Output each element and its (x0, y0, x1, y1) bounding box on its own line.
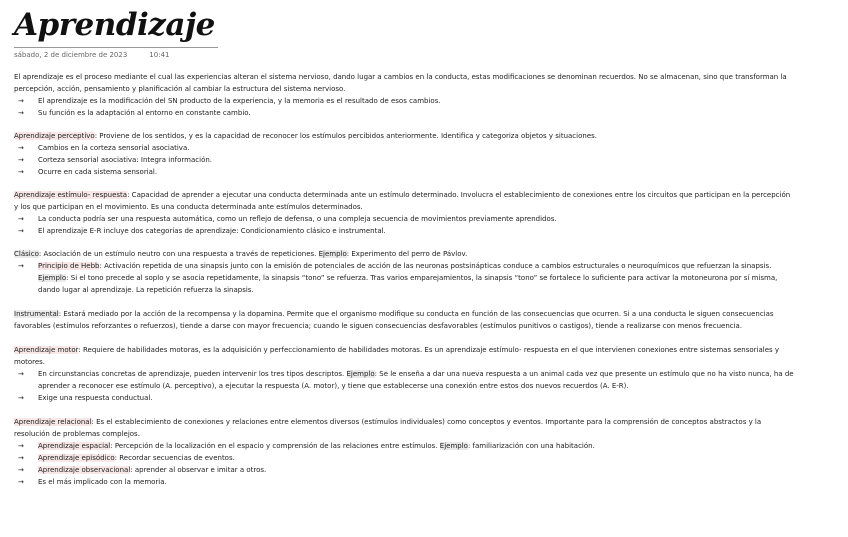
example-label: Ejemplo (38, 274, 67, 282)
intro-paragraph: El aprendizaje es el proceso mediante el cual las experiencias alteran el sistema nervioso, dando lugar a cambios en la conducta, estas modificaciones se denominan recuerdos. No se almacenan, sino que transforman la percepción, acción, pensamiento y planificación al cambiar la estructura del sistema nervioso. (14, 73, 787, 93)
highlighted-term: Aprendizaje relacional (14, 418, 92, 426)
note-time: 10:41 (149, 51, 170, 59)
highlighted-term: Principio de Hebb (38, 262, 100, 270)
list-item: → El aprendizaje es la modificación del SN producto de la experiencia, y la memoria es el resultado de esos cambios. (18, 97, 441, 105)
example-label: Ejemplo (439, 442, 468, 450)
arrow-icon: → (18, 215, 24, 223)
perceptivo-paragraph: Aprendizaje perceptivo: Proviene de los sentidos, y es la capacidad de reconocer los estímulos percibidos anteriormente. Identifica y categoriza objetos y situaciones. (14, 132, 597, 140)
highlighted-term: Instrumental (14, 310, 59, 318)
arrow-icon: → (18, 168, 24, 176)
arrow-icon: → (18, 227, 24, 235)
note-body[interactable] (14, 71, 796, 488)
highlighted-term: Aprendizaje espacial (38, 442, 111, 450)
arrow-icon: → (18, 109, 24, 117)
note-timestamp (14, 51, 169, 59)
highlighted-term: Aprendizaje estímulo- respuesta (14, 191, 128, 199)
list-item: → Exige una respuesta conductual. (18, 394, 153, 402)
arrow-icon: → (18, 442, 24, 450)
title-divider (14, 47, 218, 48)
list-item: → Es el más implicado con la memoria. (18, 478, 167, 486)
highlighted-term: Clásico (14, 250, 39, 258)
list-item: → Aprendizaje observacional: aprender al observar e imitar a otros. (18, 466, 267, 474)
list-item: → La conducta podría ser una respuesta automática, como un reflejo de defensa, o una compleja secuencia de movimientos previamente aprendidos. (18, 215, 557, 223)
arrow-icon: → (18, 394, 24, 402)
highlighted-term: Aprendizaje observacional (38, 466, 131, 474)
highlighted-term: Aprendizaje motor (14, 346, 79, 354)
highlighted-term: Aprendizaje perceptivo (14, 132, 95, 140)
arrow-icon: → (18, 97, 24, 105)
relacional-paragraph: Aprendizaje relacional: Es el establecimiento de conexiones y relaciones entre elementos diversos (estímulos individuales) como conceptos y eventos. Importante para la comprensión de conceptos abstractos y la resolución de problemas complejos. (14, 418, 762, 438)
note-date: sábado, 2 de diciembre de 2023 (14, 51, 128, 59)
arrow-icon: → (18, 466, 24, 474)
motor-paragraph: Aprendizaje motor: Requiere de habilidades motoras, es la adquisición y perfeccionamiento de habilidades motoras. Es un aprendizaje estímulo- respuesta en el que intervienen conexiones entre sistemas sensoriales y motores. (14, 346, 780, 366)
list-item: → Aprendizaje episódico: Recordar secuencias de eventos. (18, 454, 235, 462)
clasico-paragraph: Clásico: Asociación de un estímulo neutro con una respuesta a través de repeticiones. Ejemplo: Experimento del perro de Pávlov. (14, 250, 468, 258)
list-item: → En circunstancias concretas de aprendizaje, pueden intervenir los tres tipos descriptos. Ejemplo: Se le enseña a dar una nueva respuesta a un animal cada vez que presente un estímulo que no ha visto nunca, ha de aprender a reconocer ese estímulo (A. perceptivo), a ejecutar la respuesta (A. motor), y tiene que establecerse una conexión entre estos dos nuevos recuerdos (A. E-R). (18, 370, 794, 390)
highlighted-term: Aprendizaje episódico (38, 454, 115, 462)
list-item: → Aprendizaje espacial: Percepción de la localización en el espacio y comprensión de las relaciones entre estímulos. Ejemplo: familiarización con una habitación. (18, 442, 595, 450)
arrow-icon: → (18, 370, 24, 378)
arrow-icon: → (18, 454, 24, 462)
er-paragraph: Aprendizaje estímulo- respuesta: Capacidad de aprender a ejecutar una conducta determinada ante un estímulo determinado. Involucra el establecimiento de conexiones entre los circuitos que participan en la percepción y los que participan en el movimiento. Es una conducta determinada ante estímulos determinados. (14, 191, 791, 211)
instrumental-paragraph: Instrumental: Estará mediado por la acción de la recompensa y la dopamina. Permite que el organismo modifique su conducta en función de las consecuencias que ocurren. Si a una conducta le siguen consecuencias favorables (estímulos reforzantes o refuerzos), tiende a darse con mayor frecuencia; cuando le siguen consecuencias desfavorables (estímulos punitivos o castigos), tiende a realizarse con menos frecuencia. (14, 310, 774, 330)
example-label: Ejemplo (318, 250, 347, 258)
arrow-icon: → (18, 156, 24, 164)
list-item: → Principio de Hebb: Activación repetida de una sinapsis junto con la emisión de potenciales de acción de las neuronas postsinápticas conduce a cambios estructurales o neuroquímicos que refuerzan la sinapsis. Ejemplo: Si el tono precede al soplo y se asocia repetidamente, la sinapsis “tono” se refuerza. Tras varios emparejamientos, la sinapsis “tono” se fortalece lo suficiente para activar la motoneurona por sí misma, dando lugar al aprendizaje. La repetición refuerza la sinapsis. (18, 262, 778, 294)
arrow-icon: → (18, 478, 24, 486)
list-item: → Corteza sensorial asociativa: Integra información. (18, 156, 213, 164)
example-label: Ejemplo (346, 370, 375, 378)
list-item: → Ocurre en cada sistema sensorial. (18, 168, 158, 176)
list-item: → Cambios en la corteza sensorial asociativa. (18, 144, 190, 152)
arrow-icon: → (18, 262, 24, 270)
page-title: Aprendizaje (14, 7, 215, 43)
arrow-icon: → (18, 144, 24, 152)
list-item: → Su función es la adaptación al entorno en constante cambio. (18, 109, 251, 117)
list-item: → El aprendizaje E-R incluye dos categorías de aprendizaje: Condicionamiento clásico e instrumental. (18, 227, 386, 235)
